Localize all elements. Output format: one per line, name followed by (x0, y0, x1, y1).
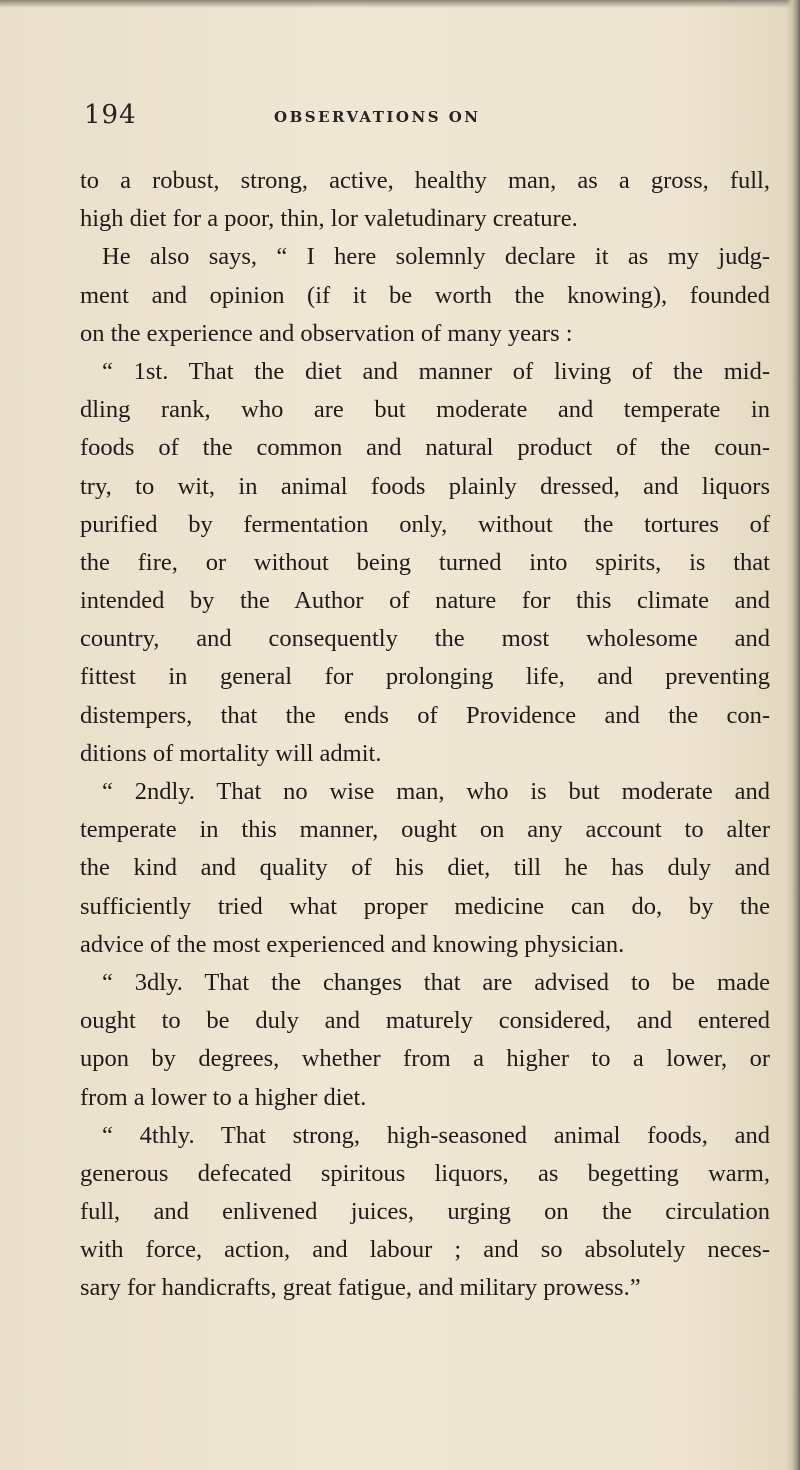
text-line: temperate in this manner, ought on any account to alter (80, 816, 770, 844)
text-line: sary for handicrafts, great fatigue, and military prowess.” (80, 1274, 641, 1302)
text-line: generous defecated spiritous liquors, as begetting warm, (80, 1159, 770, 1187)
running-head (78, 100, 678, 136)
text-line: “ 3dly. That the changes that are advised to be made (102, 968, 770, 996)
text-line: foods of the common and natural product of the coun- (80, 434, 770, 462)
text-line: dling rank, who are but moderate and temperate in (80, 396, 770, 424)
text-line: on the experience and observation of many years : (80, 319, 573, 347)
text-line: high diet for a poor, thin, lor valetudinary creature. (80, 205, 578, 233)
text-line: “ 2ndly. That no wise man, who is but moderate and (102, 778, 770, 805)
text-line: full, and enlivened juices, urging on the circulation (80, 1198, 770, 1226)
text-line: with force, action, and labour ; and so absolutely neces- (80, 1236, 770, 1264)
text-line: the kind and quality of his diet, till he has duly and (80, 854, 770, 882)
text-line: try, to wit, in animal foods plainly dressed, and liquors (80, 472, 770, 500)
text-line: country, and consequently the most wholesome and (80, 625, 770, 653)
text-line: “ 4thly. That strong, high-seasoned animal foods, and (102, 1121, 770, 1149)
page-number: 194 (84, 100, 137, 130)
text-line: “ 1st. That the diet and manner of living of the mid- (102, 357, 770, 385)
text-line: fittest in general for prolonging life, and preventing (80, 663, 770, 691)
text-line: ment and opinion (if it be worth the knowing), founded (80, 281, 770, 309)
text-line: ditions of mortality will admit. (80, 739, 382, 767)
text-line: the fire, or without being turned into spirits, is that (80, 548, 770, 576)
text-line: distempers, that the ends of Providence and the con- (80, 701, 770, 729)
text-line: from a lower to a higher diet. (80, 1083, 367, 1111)
text-line: purified by fermentation only, without the tortures of (80, 510, 770, 538)
text-line: sufficiently tried what proper medicine can do, by the (80, 892, 770, 920)
text-line: advice of the most experienced and knowing physician. (80, 930, 625, 958)
page-top-edge (0, 0, 800, 8)
text-line: to a robust, strong, active, healthy man, as a gross, full, (80, 167, 770, 194)
running-head-title: OBSERVATIONS ON (274, 108, 481, 126)
text-line: upon by degrees, whether from a higher to a lower, or (80, 1045, 770, 1073)
body-text (80, 162, 770, 1308)
text-line: intended by the Author of nature for this climate and (80, 587, 770, 615)
text-line: He also says, “ I here solemnly declare it as my judg- (102, 243, 770, 271)
book-binding-edge (786, 0, 800, 1470)
text-line: ought to be duly and maturely considered, and entered (80, 1007, 770, 1035)
